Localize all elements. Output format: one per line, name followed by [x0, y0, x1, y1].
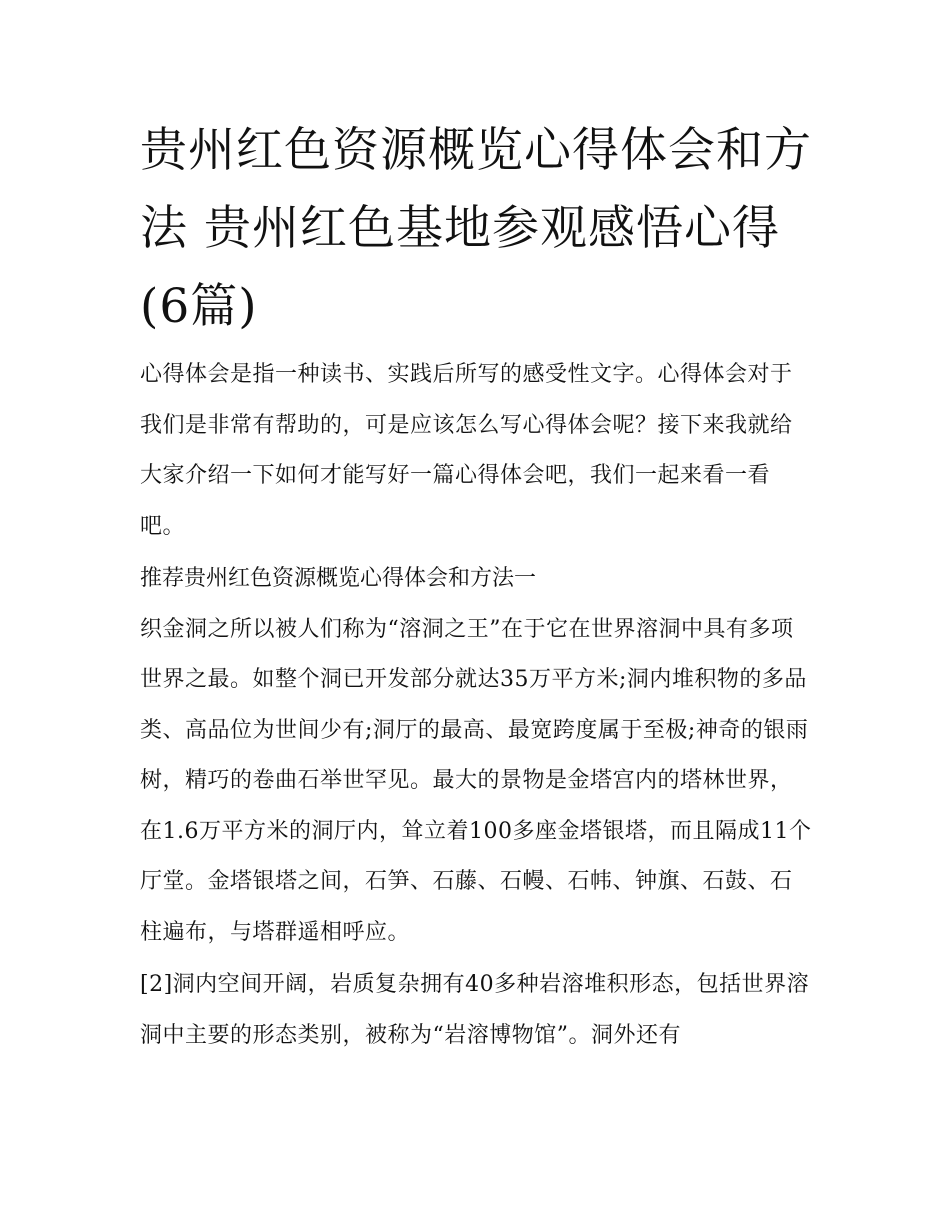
section-heading: 推荐贵州红色资源概览心得体会和方法一 — [140, 566, 537, 591]
document-title: 贵州红色资源概览心得体会和方法 贵州红色基地参观感悟心得(6篇) — [140, 123, 812, 334]
body-paragraph-1: 织金洞之所以被人们称为“溶洞之王”在于它在世界溶洞中具有多项世界之最。如整个洞已开发部分就达35万平方米;洞内堆积物的多品类、高品位为世间少有;洞厅的最高、最宽跨度属于至极;神奇的银雨树，精巧的卷曲石举世罕见。最大的景物是金塔宫内的塔林世界，在1.6万平方米的洞厅内，耸立着100多座金塔银塔，而且隔成11个厅堂。金塔银塔之间，石笋、石藤、石幔、石帏、钟旗、石鼓、石柱遍布，与塔群遥相呼应。 — [140, 616, 812, 945]
intro-paragraph: 心得体会是指一种读书、实践后所写的感受性文字。心得体会对于我们是非常有帮助的，可是应该怎么写心得体会呢？接下来我就给大家介绍一下如何才能写好一篇心得体会吧，我们一起来看一看吧。 — [140, 362, 793, 539]
body-paragraph-2: [2]洞内空间开阔，岩质复杂拥有40多种岩溶堆积形态，包括世界溶洞中主要的形态类别，被称为“岩溶博物馆”。洞外还有 — [140, 972, 810, 1048]
document-page — [140, 112, 812, 1061]
